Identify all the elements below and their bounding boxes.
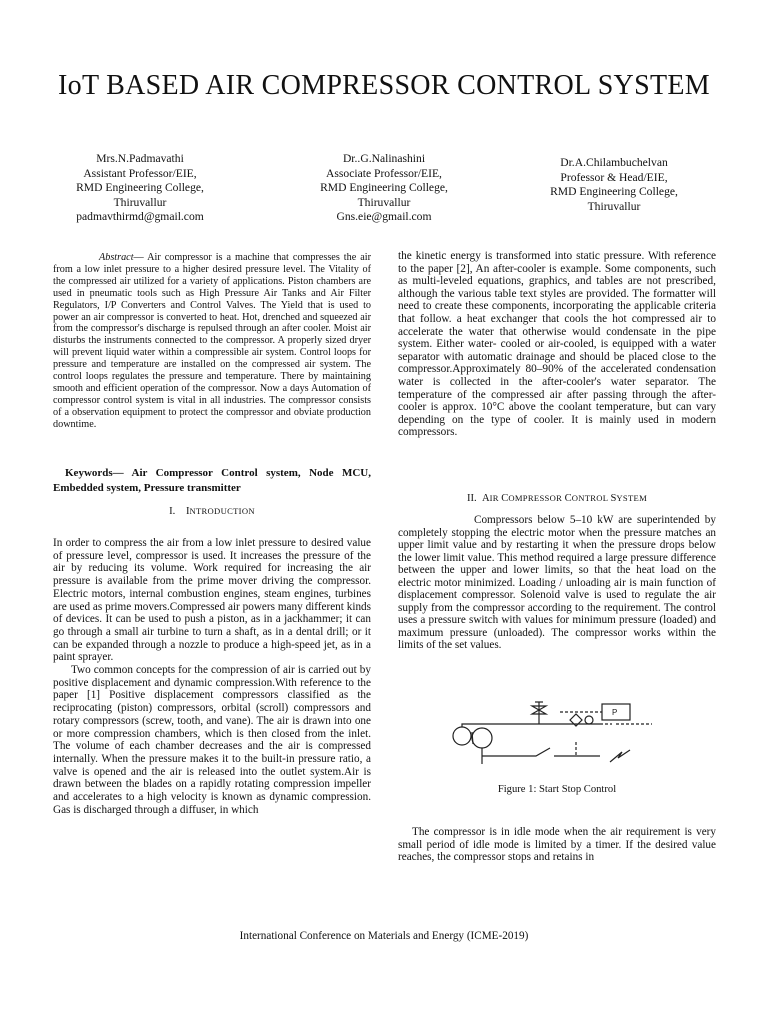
idle-mode-paragraph: The compressor is in idle mode when the air requirement is very small period of idle mode is limited by a timer. If the desired value reaches, the compressor stops and retains in	[398, 826, 716, 864]
pressure-switch-label: P	[612, 708, 618, 717]
section-heading-air-compressor-control	[398, 493, 716, 504]
author-city: Thiruvallur	[113, 195, 167, 209]
author-city: Thiruvallur	[357, 195, 411, 209]
start-stop-control-diagram	[440, 692, 670, 774]
heading-cap: C	[564, 493, 572, 504]
introduction-body	[53, 537, 371, 816]
motor-circle	[472, 728, 492, 748]
switch-line	[482, 748, 600, 756]
section-heading-introduction	[53, 506, 371, 517]
author-email: Gns.eie@gmail.com	[336, 210, 432, 223]
author-role: Professor & Head/EIE,	[560, 170, 668, 184]
author-city: Thiruvallur	[587, 199, 641, 213]
paper-title: IoT BASED AIR COMPRESSOR CONTROL SYSTEM	[58, 70, 710, 101]
author-role: Associate Professor/EIE,	[326, 166, 442, 180]
heading-cap: S	[610, 493, 617, 504]
abstract-text: Air compressor is a machine that compresses the air from a low inlet pressure to a higher desired pressure level. The Vitality of the compressed air utilized for a variety of applications. Piston chambers are used in pneumatic tools such as High Pressure Air Tanks and Air Filter Regulators, I/P Converters and Control Valves. The Yield that is used to power an air compressor is converted to heat. Hot, drenched and squeezed air from the compressor's discharge is repulsed through an after cooler. Moist air disturbs the instruments connected to the compressor. A properly sized dryer will prevent liquid water within a compressible air system. Control loops for pressure and temperature are installed on the compressed air system. The control loops regulates the pressure and temperature. There by maintaining smooth and efficient operation of the compressor. Now a days Automation of compressor control system is vital in all industries. The compressor consists of a observation equipment to protect the compressor and obviate production downtime.	[53, 252, 371, 430]
author-org: RMD Engineering College,	[76, 181, 204, 194]
author-email: padmavthirmd@gmail.com	[76, 210, 204, 223]
figure-caption: Figure 1: Start Stop Control	[497, 784, 617, 795]
heading-rest: IR	[489, 493, 502, 503]
compressor-circle	[453, 727, 471, 745]
conference-footer: International Conference on Materials and Energy (ICME-2019)	[239, 930, 529, 942]
heading-rest: ONTROL	[571, 493, 611, 503]
author-name: Mrs.N.Padmavathi	[96, 152, 184, 165]
air-line	[462, 724, 600, 727]
heading-rest: OMPRESSOR	[508, 493, 565, 503]
heading-rest: YSTEM	[616, 493, 648, 503]
author-org: RMD Engineering College,	[320, 181, 448, 194]
heading-cap: A	[481, 493, 490, 504]
section2-paragraph: Compressors below 5–10 kW are superintended by completely stopping the electric motor when the pressure matches an upper limit value and by restarting it when the pressure drops below the lower limit value. This method required a large pressure difference between the upper and lower limits, so that the heat load on the electric motor minimized. Loading / unloading air is main function of displacement compressor. Solenoid valve is used to regulate the air supply from the compressor according to the requirement. The control uses a pressure switch with values for minimum pressure (loaded) and maximum pressure (unloaded). The compressor works within the limits of the set values.	[398, 514, 716, 651]
heading-rest: NTRODUCTION	[189, 506, 255, 516]
author-name: Dr.A.Chilambuchelvan	[560, 156, 668, 169]
abstract	[53, 252, 371, 431]
intro-paragraph-2: Two common concepts for the compression of air is carried out by positive displacement and dynamic compression.With reference to the paper [1] Positive displacement compressors classified as the reciprocating (piston) compressors, orbital (scroll) compressors and rotary compressors (screw, tooth, and vane). The air is drawn into one or more compression chambers, which is then closed from the inlet. The volume of each chamber decreases and the air is compressed internally. When the pressure makes it to the built-in pressure ratio, a valve is opened and the air is released into the outlet system.Air is drawn between the blades on a rapidly rotating compression impeller and accelerates to a high velocity is known as dynamic compression. Gas is discharged through a diffuser, in which	[53, 664, 371, 816]
abstract-label: Abstract	[99, 252, 134, 263]
right-column-continuation: the kinetic energy is transformed into static pressure. With reference to the paper [2], An after-cooler is example. Some components, such as multi-leveled equations, graphics, and tables are not prescribed, although the various table text styles are provided. The formatter will need to create these components, incorporating the applicable criteria that follow. a heat exchanger that cools the hot compressed air to accelerate the water that otherwise would condensate in the pipe system. Either water- cooled or air-cooled, is equipped with a water separator with automatic drainage and should be placed close to the compressor.Approximately 80–90% of the accelerated condensation water is collected in the after-cooler's water separator. The temperature of the compressed air after passing through the after-cooler is approx. 10°C above the coolant temperature, but can vary depending on the type of cooler. It is mainly used in modern compressors.	[398, 250, 716, 439]
author-block-1	[40, 152, 240, 225]
power-symbol	[610, 750, 630, 762]
author-org: RMD Engineering College,	[550, 185, 678, 198]
author-block-3	[512, 156, 716, 214]
intro-paragraph-1: In order to compress the air from a low inlet pressure to desired value of pressure level, compressor is used. It increases the pressure of the air by reducing its volume. Work required for increasing the air pressure is available from the prime mover driving the compressor. Electric motors, internal combustion engines, steam engines, turbines are used as prime movers.Compressed air powers many different kinds of devices. It can be used to push a piston, as in a jackhammer; it can go through a small air turbine to turn a shaft, as in a dental drill; or it can be expanded through a nozzle to produce a high-speed jet, as in a paint sprayer.	[53, 537, 371, 664]
author-block-2	[284, 152, 484, 225]
section-number: I.	[169, 506, 176, 517]
author-role: Assistant Professor/EIE,	[83, 166, 197, 180]
section-number: II.	[466, 493, 477, 504]
heading-cap: I	[185, 506, 190, 517]
heading-cap: C	[501, 493, 509, 504]
author-name: Dr..G.Nalinashini	[342, 152, 426, 165]
abstract-dash: —	[133, 252, 144, 263]
keywords: Keywords— Air Compressor Control system, Node MCU, Embedded system, Pressure transmitter	[53, 467, 371, 494]
